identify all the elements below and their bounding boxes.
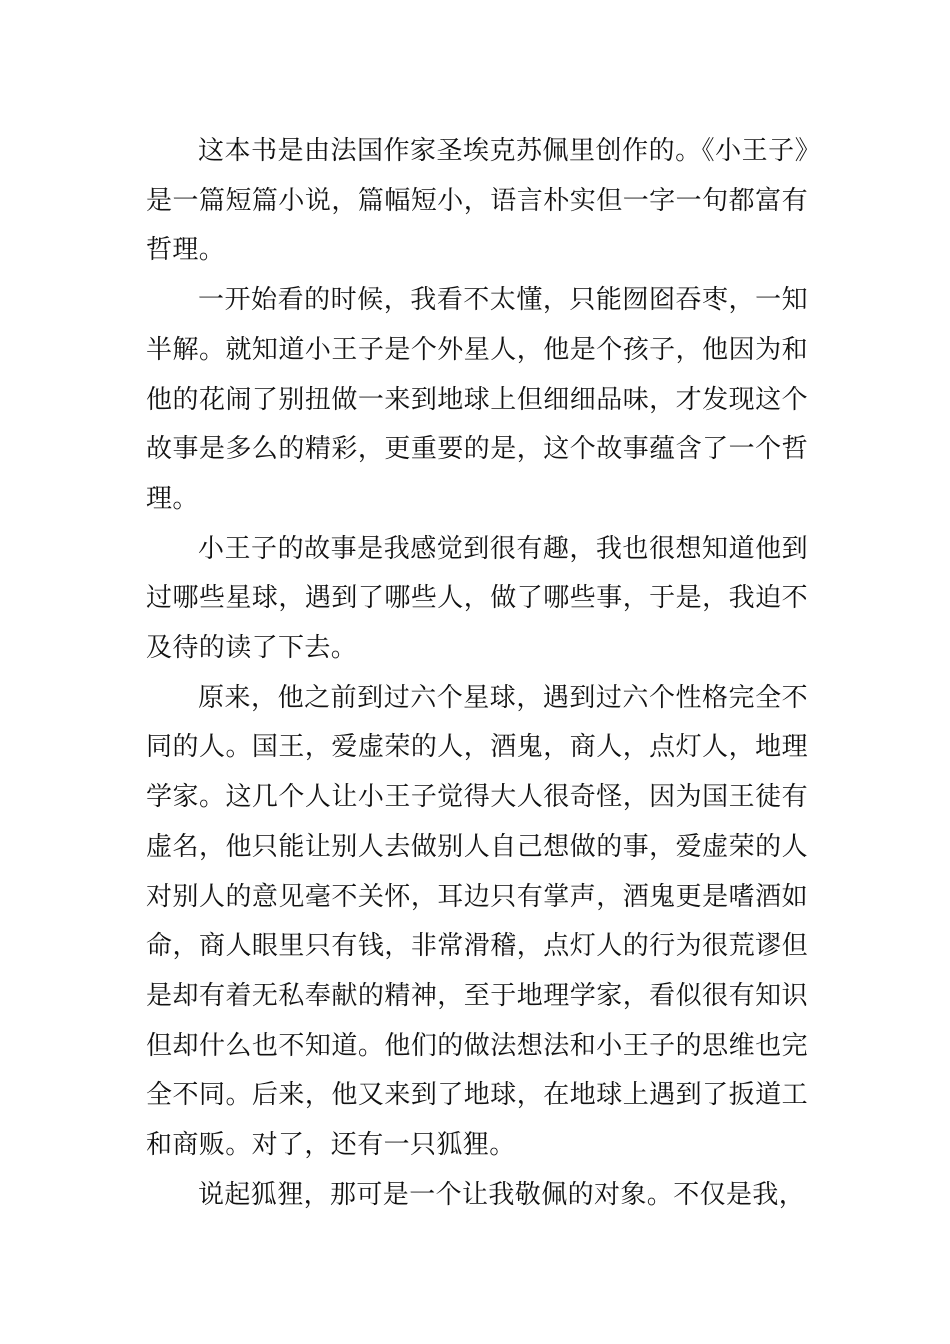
paragraph-5: 说起狐狸，那可是一个让我敬佩的对象。不仅是我，	[198, 1179, 806, 1210]
paragraph-2: 一开始看的时候，我看不太懂，只能囫囵吞枣，一知半解。就知道小王子是个外星人，他是个孩子，他因为和他的花闹了别扭做一来到地球上但细细品味，才发现这个故事是多么的精彩，更重要的是，这个故事蕴含了一个哲理。	[146, 285, 808, 514]
paragraph-3: 小王子的故事是我感觉到很有趣，我也很想知道他到过哪些星球，遇到了哪些人，做了哪些事，于是，我迫不及待的读了下去。	[146, 533, 808, 664]
paragraph-4: 原来，他之前到过六个星球，遇到过六个性格完全不同的人。国王，爱虚荣的人，酒鬼，商人，点灯人，地理学家。这几个人让小王子觉得大人很奇怪，因为国王徒有虚名，他只能让别人去做别人自己想做的事，爱虚荣的人对别人的意见毫不关怀，耳边只有掌声，酒鬼更是嗜酒如命，商人眼里只有钱，非常滑稽，点灯人的行为很荒谬但是却有着无私奉献的精神，至于地理学家，看似很有知识但却什么也不知道。他们的做法想法和小王子的思维也完全不同。后来，他又来到了地球，在地球上遇到了扳道工和商贩。对了，还有一只狐狸。	[146, 682, 808, 1161]
document-body	[146, 127, 808, 1220]
paragraph-1: 这本书是由法国作家圣埃克苏佩里创作的。《小王子》是一篇短篇小说，篇幅短小，语言朴实但一字一句都富有哲理。	[146, 136, 808, 266]
